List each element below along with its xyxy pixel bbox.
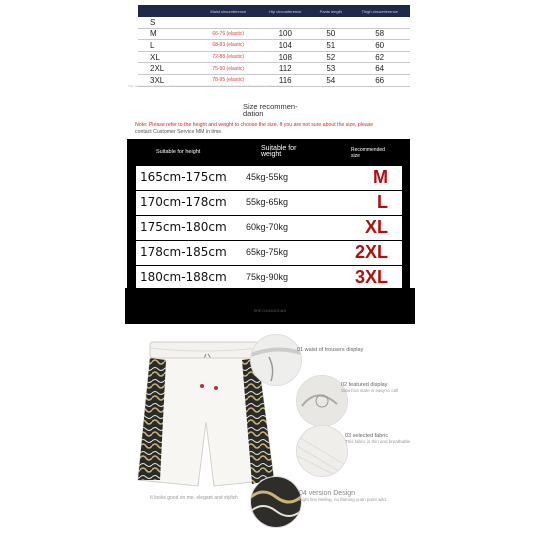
length-cell: 52 bbox=[312, 51, 349, 63]
recommendation-row bbox=[136, 266, 402, 290]
feature-subtitle: This fabric is thin and breathable bbox=[345, 439, 411, 444]
table-row bbox=[138, 28, 410, 40]
thigh-cell: 62 bbox=[349, 51, 410, 63]
header-cell: Pants length bbox=[312, 5, 349, 17]
thigh-cell: 60 bbox=[349, 40, 410, 52]
length-cell: 54 bbox=[312, 74, 349, 86]
table-row bbox=[138, 40, 410, 52]
recommendation-row bbox=[136, 241, 402, 265]
thigh-cell: 58 bbox=[349, 28, 410, 40]
length-cell bbox=[312, 17, 349, 28]
header-cell bbox=[138, 5, 198, 17]
hip-cell: 116 bbox=[258, 74, 312, 86]
height-range: 170cm-178cm bbox=[140, 195, 227, 209]
size-cell: XL bbox=[138, 51, 198, 63]
title-line: Size recommen- bbox=[243, 102, 298, 111]
feature-subtitle: Side foot state is easy to call bbox=[341, 388, 399, 393]
length-cell: 51 bbox=[312, 40, 349, 52]
thigh-cell: 64 bbox=[349, 63, 410, 75]
feature-fabric bbox=[345, 433, 410, 445]
table-row bbox=[138, 51, 410, 63]
header-cell: Thigh circumference bbox=[349, 5, 410, 17]
note-contact-text: contact Customer Service MM in time. bbox=[135, 129, 223, 135]
feature-version bbox=[299, 490, 387, 503]
weight-range: 55kg-65kg bbox=[246, 197, 289, 207]
header-height: Suitable for height bbox=[156, 149, 201, 155]
waist-cell: 68-83 (elastic) bbox=[198, 40, 258, 52]
waist-cell bbox=[198, 17, 258, 28]
waist-cell: 72-88 (elastic) bbox=[198, 51, 258, 63]
height-range: 165cm-175cm bbox=[140, 170, 227, 184]
brand-banner bbox=[125, 288, 415, 324]
size-recommendation-table bbox=[127, 139, 410, 292]
height-range: 175cm-180cm bbox=[140, 220, 227, 234]
length-cell: 50 bbox=[312, 28, 349, 40]
header-size: Recommended size bbox=[351, 147, 385, 159]
size-chart-table bbox=[138, 5, 410, 87]
weight-range: 45kg-55kg bbox=[246, 172, 289, 182]
pattern-detail-image bbox=[250, 476, 302, 528]
waist-cell: 75-90 (elastic) bbox=[198, 63, 258, 75]
recommended-size: L bbox=[377, 192, 388, 212]
waist-cell: 66-76 (elastic) bbox=[198, 28, 258, 40]
recommendation-row bbox=[136, 216, 402, 240]
height-range: 180cm-188cm bbox=[140, 270, 227, 284]
recommended-size: XL bbox=[364, 217, 388, 237]
header-cell: Hip circumference bbox=[258, 5, 312, 17]
size-table-footnote: The measurement of the above dimensions is manual measurement, there is an error of 1-3 cm, please refer to the actual bbox=[128, 84, 290, 88]
title-line: dation bbox=[243, 109, 264, 118]
note-text: Note: Please refer to the height and weight to choose the size. If you are not sure about the size, please bbox=[135, 122, 374, 128]
recommendation-row bbox=[136, 166, 402, 190]
feature-subtitle: Light line feeling, no flaming yuan point wild. bbox=[299, 497, 388, 502]
size-cell: S bbox=[138, 17, 198, 28]
size-cell: 3XL bbox=[138, 74, 198, 86]
weight-range: 75kg-90kg bbox=[246, 272, 289, 282]
hip-cell: 108 bbox=[258, 51, 312, 63]
recommendation-row bbox=[136, 191, 402, 215]
feature-waist bbox=[297, 347, 363, 353]
recommendation-title bbox=[243, 103, 298, 117]
feature-title: 01 waist of trousers display bbox=[297, 347, 364, 353]
feature-title: 02 featured display bbox=[341, 382, 388, 388]
hip-cell bbox=[258, 17, 312, 28]
recommended-size: 2XL bbox=[354, 242, 388, 262]
recommended-size: M bbox=[373, 167, 388, 187]
header-weight: Suitable for weight bbox=[261, 145, 297, 158]
brand-name: SHEJIJIANGDIAN bbox=[253, 309, 287, 313]
height-range: 178cm-185cm bbox=[140, 245, 227, 259]
waist-detail-image bbox=[250, 334, 302, 386]
feature-title: 04 version Design bbox=[299, 490, 356, 497]
waist-cell: 78-95 (elastic) bbox=[198, 74, 258, 86]
table-row bbox=[138, 63, 410, 75]
fabric-detail-image bbox=[296, 425, 348, 477]
table-row bbox=[138, 17, 410, 28]
feature-title: 03 selected fabric bbox=[345, 433, 389, 439]
hip-cell: 112 bbox=[258, 63, 312, 75]
size-cell: 2XL bbox=[138, 63, 198, 75]
thigh-cell: 66 bbox=[349, 74, 410, 86]
hip-cell: 104 bbox=[258, 40, 312, 52]
recommended-size: 3XL bbox=[354, 267, 388, 287]
size-chart-header bbox=[138, 5, 410, 17]
product-caption: It looks good on me, elegant and stylish bbox=[150, 495, 238, 501]
thigh-cell bbox=[349, 17, 410, 28]
size-cell: L bbox=[138, 40, 198, 52]
weight-range: 60kg-70kg bbox=[246, 222, 289, 232]
hip-cell: 100 bbox=[258, 28, 312, 40]
length-cell: 53 bbox=[312, 63, 349, 75]
header-cell: Waist circumference bbox=[198, 5, 258, 17]
size-cell: M bbox=[138, 28, 198, 40]
recommendation-note bbox=[135, 122, 410, 136]
recommendation-header bbox=[127, 139, 410, 165]
weight-range: 65kg-75kg bbox=[246, 247, 289, 257]
feature-featured bbox=[341, 382, 398, 394]
